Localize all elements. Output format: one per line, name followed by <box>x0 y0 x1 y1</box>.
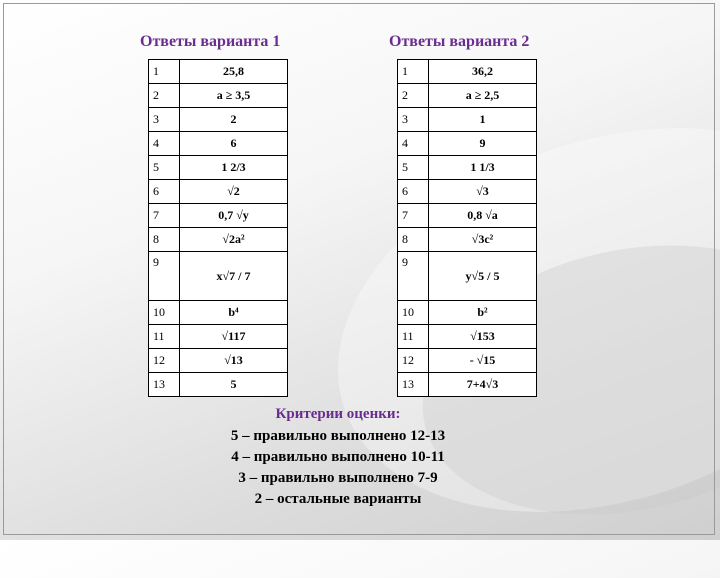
answer-cell: a ≥ 3,5 <box>180 84 288 108</box>
table-row <box>149 252 288 301</box>
table-row <box>398 373 537 397</box>
row-number: 4 <box>398 132 429 156</box>
answer-cell: 0,8 √a <box>429 204 537 228</box>
answer-cell: √2a² <box>180 228 288 252</box>
row-number: 8 <box>398 228 429 252</box>
answer-cell: √153 <box>429 325 537 349</box>
row-number: 3 <box>398 108 429 132</box>
answer-cell: √2 <box>180 180 288 204</box>
answer-cell: 2 <box>180 108 288 132</box>
table-row <box>398 60 537 84</box>
row-number: 1 <box>149 60 180 84</box>
table-row <box>398 228 537 252</box>
answer-cell: b² <box>429 301 537 325</box>
answer-cell: y√5 / 5 <box>429 252 537 301</box>
table-row <box>398 180 537 204</box>
criteria-line: 3 – правильно выполнено 7-9 <box>238 470 438 486</box>
row-number: 7 <box>149 204 180 228</box>
table-row <box>398 349 537 373</box>
answer-cell: - √15 <box>429 349 537 373</box>
table-row <box>398 108 537 132</box>
table-row <box>149 180 288 204</box>
answer-cell: 0,7 √y <box>180 204 288 228</box>
criteria-title: Критерии оценки: <box>275 406 401 422</box>
row-number: 10 <box>398 301 429 325</box>
table-row <box>149 156 288 180</box>
table-row <box>149 84 288 108</box>
table-row <box>149 60 288 84</box>
table-row <box>149 349 288 373</box>
row-number: 5 <box>398 156 429 180</box>
table-row <box>149 325 288 349</box>
table-row <box>398 252 537 301</box>
answer-cell: 1 1/3 <box>429 156 537 180</box>
answer-cell: a ≥ 2,5 <box>429 84 537 108</box>
answer-cell: 1 2/3 <box>180 156 288 180</box>
row-number: 2 <box>149 84 180 108</box>
answer-cell: 9 <box>429 132 537 156</box>
answer-cell: b⁴ <box>180 301 288 325</box>
row-number: 11 <box>398 325 429 349</box>
table-row <box>149 204 288 228</box>
variant2-answers-table <box>397 59 537 397</box>
row-number: 5 <box>149 156 180 180</box>
row-number: 9 <box>398 252 429 301</box>
row-number: 13 <box>398 373 429 397</box>
table-row <box>149 108 288 132</box>
row-number: 3 <box>149 108 180 132</box>
row-number: 7 <box>398 204 429 228</box>
variant1-heading: Ответы варианта 1 <box>140 33 281 50</box>
table-row <box>398 204 537 228</box>
table-row <box>398 156 537 180</box>
answer-cell: x√7 / 7 <box>180 252 288 301</box>
table-row <box>398 84 537 108</box>
answer-cell: 36,2 <box>429 60 537 84</box>
row-number: 6 <box>398 180 429 204</box>
variant2-heading: Ответы варианта 2 <box>389 33 530 50</box>
row-number: 9 <box>149 252 180 301</box>
row-number: 4 <box>149 132 180 156</box>
table-row <box>398 301 537 325</box>
row-number: 10 <box>149 301 180 325</box>
table-row <box>149 373 288 397</box>
criteria-line: 4 – правильно выполнено 10-11 <box>231 449 445 465</box>
table-row <box>149 228 288 252</box>
row-number: 2 <box>398 84 429 108</box>
row-number: 13 <box>149 373 180 397</box>
table-row <box>149 301 288 325</box>
answer-cell: 6 <box>180 132 288 156</box>
table-row <box>398 132 537 156</box>
row-number: 1 <box>398 60 429 84</box>
variant1-answers-table <box>148 59 288 397</box>
row-number: 6 <box>149 180 180 204</box>
row-number: 12 <box>398 349 429 373</box>
criteria-line: 2 – остальные варианты <box>254 491 422 507</box>
row-number: 12 <box>149 349 180 373</box>
criteria-line: 5 – правильно выполнено 12-13 <box>230 428 446 444</box>
table-row <box>398 325 537 349</box>
row-number: 8 <box>149 228 180 252</box>
answer-cell: 25,8 <box>180 60 288 84</box>
answer-cell: √3 <box>429 180 537 204</box>
answer-cell: √13 <box>180 349 288 373</box>
answer-cell: 5 <box>180 373 288 397</box>
row-number: 11 <box>149 325 180 349</box>
answer-cell: √3c² <box>429 228 537 252</box>
table-row <box>149 132 288 156</box>
answer-cell: 7+4√3 <box>429 373 537 397</box>
answer-cell: 1 <box>429 108 537 132</box>
answer-cell: √117 <box>180 325 288 349</box>
